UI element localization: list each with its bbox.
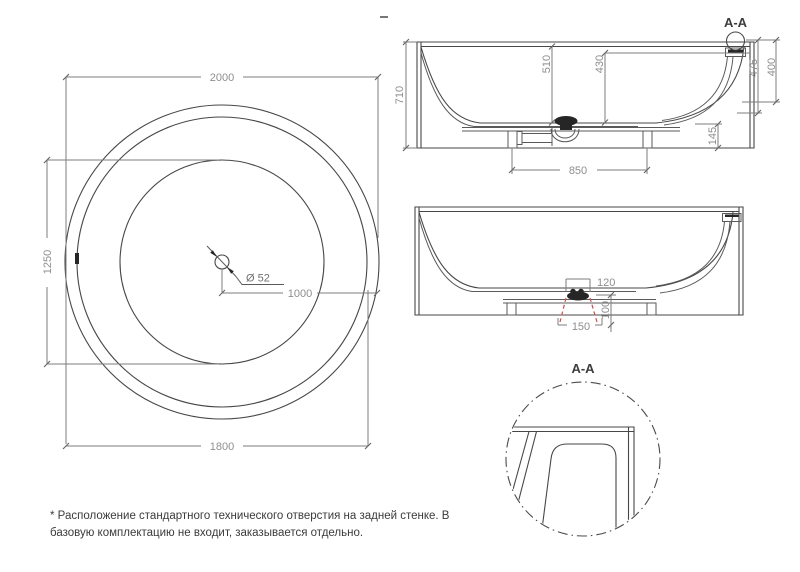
dim-475: 475 xyxy=(748,58,760,78)
dim-center-to-edge: 1000 xyxy=(287,288,313,300)
detail-title: A-A xyxy=(571,361,595,376)
detail-view xyxy=(504,361,660,537)
dim-outer-diameter: 2000 xyxy=(209,72,235,84)
side-view-section xyxy=(394,15,780,177)
dim-rim-diameter: 1800 xyxy=(209,441,235,453)
top-view xyxy=(42,72,381,453)
technical-hole-detail xyxy=(541,444,616,537)
dim-base-clearance: 145 xyxy=(707,126,719,146)
dim-overall-height: 710 xyxy=(394,85,406,105)
bowl-profile xyxy=(421,47,744,123)
leader-arrow xyxy=(210,250,217,257)
tub-shell xyxy=(417,42,754,148)
foot-right xyxy=(647,303,656,315)
dim-hole-top-width: 120 xyxy=(597,277,616,289)
dim-hole-bottom-width: 150 xyxy=(571,321,591,333)
side-view-front xyxy=(415,207,743,333)
technical-hole-channel xyxy=(662,57,733,126)
footnote xyxy=(50,508,480,542)
detail-callout-circle xyxy=(727,32,745,50)
foot-left xyxy=(507,303,516,315)
dim-400: 400 xyxy=(766,57,778,77)
foot-left xyxy=(508,131,517,148)
drain-fitting xyxy=(567,289,589,301)
dim-drain-diameter: Ø 52 xyxy=(246,272,270,285)
cutout-dashed-lines xyxy=(560,298,597,322)
section-marker-label: A-A xyxy=(723,15,748,30)
bowl-profile xyxy=(419,212,733,288)
overflow-mark xyxy=(75,253,79,264)
dim-430: 430 xyxy=(594,54,606,74)
dim-feet-spacing: 850 xyxy=(568,165,588,177)
dim-inner-depth: 510 xyxy=(541,54,553,74)
dim-bowl-diameter: 1250 xyxy=(42,249,54,275)
cursor-dash xyxy=(380,16,388,18)
dim-hole-height: 100 xyxy=(600,300,612,320)
detail-geometry xyxy=(504,427,634,537)
technical-hole-channel xyxy=(656,222,730,294)
footnote-line-2: базовую комплектацию не входит, заказывается отдельно. xyxy=(50,527,364,539)
footnote-line-1: * Расположение стандартного технического отверстия на задней стенке. В xyxy=(50,510,450,522)
foot-right xyxy=(643,131,652,148)
